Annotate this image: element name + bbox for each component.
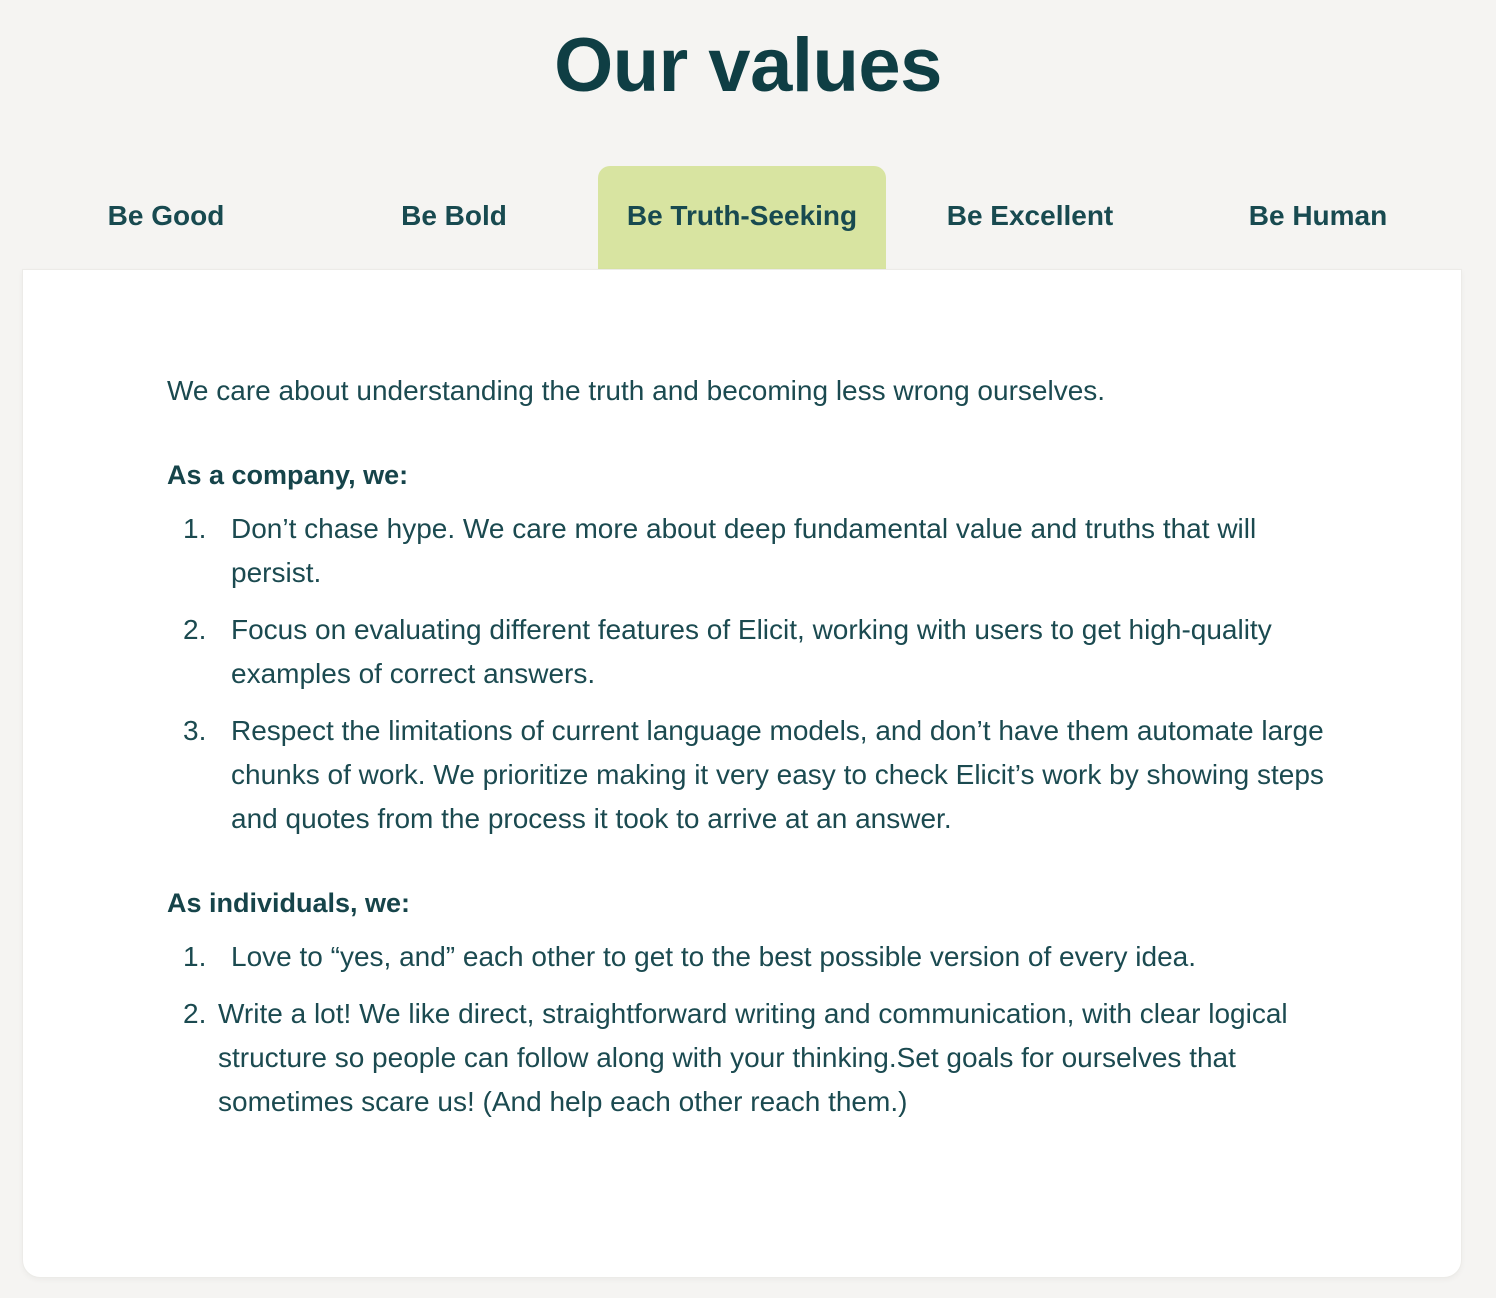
list-text: Write a lot! We like direct, straightforward writing and communication, with clear logical structure so people can follow along with your thinking.Set goals for ourselves that sometimes scare us! (And help each other reach them.) — [218, 998, 1288, 1117]
individuals-list — [167, 935, 1327, 1124]
list-number: 1. — [183, 941, 207, 972]
list-item — [167, 992, 1327, 1124]
tab-panel — [22, 269, 1462, 1278]
list-item — [167, 935, 1327, 979]
tab-be-human[interactable]: Be Human — [1248, 200, 1388, 231]
values-tabs — [22, 166, 1462, 270]
list-number: 2. — [183, 998, 207, 1029]
list-item — [167, 507, 1327, 595]
page-title: Our values — [554, 23, 942, 108]
list-number: 2. — [183, 614, 207, 645]
list-number: 3. — [183, 715, 207, 746]
company-list — [167, 507, 1327, 841]
list-text: Respect the limitations of current language models, and don’t have them automate large chunks of work. We prioritize making it very easy to check Elicit’s work by showing steps and quotes from the process it took to arrive at an answer. — [231, 715, 1324, 834]
list-number: 1. — [183, 513, 207, 544]
company-heading: As a company, we: — [167, 460, 409, 490]
list-item — [167, 608, 1327, 696]
panel-content — [167, 368, 1327, 1137]
list-text: Love to “yes, and” each other to get to the best possible version of every idea. — [231, 941, 1197, 972]
list-text: Focus on evaluating different features of Elicit, working with users to get high-quality examples of correct answers. — [231, 614, 1272, 689]
tab-be-good[interactable]: Be Good — [107, 200, 225, 231]
individuals-heading: As individuals, we: — [167, 888, 411, 918]
tab-be-bold[interactable]: Be Bold — [401, 200, 507, 231]
tab-be-excellent[interactable]: Be Excellent — [946, 200, 1114, 231]
intro-text: We care about understanding the truth and becoming less wrong ourselves. — [167, 375, 1106, 406]
list-item — [167, 709, 1327, 841]
list-text: Don’t chase hype. We care more about deep fundamental value and truths that will persist. — [231, 513, 1257, 588]
tab-be-truth-seeking[interactable]: Be Truth-Seeking — [598, 166, 886, 270]
